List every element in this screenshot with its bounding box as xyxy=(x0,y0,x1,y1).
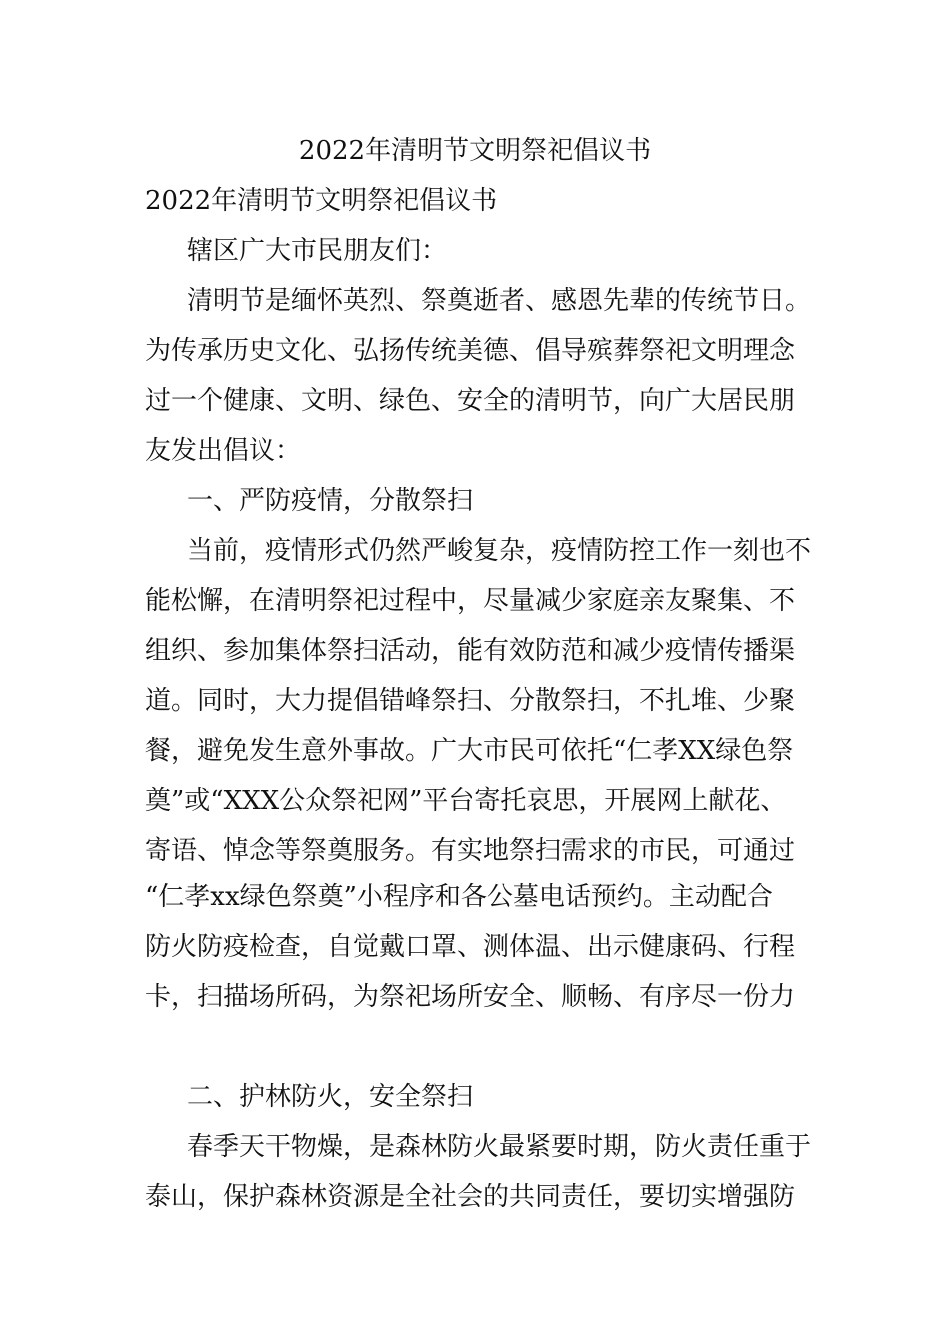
paragraph-line: 过一个健康、文明、绿色、安全的清明节，向广大居民朋 xyxy=(145,386,796,416)
document-subtitle: 2022年清明节文明祭祀倡议书 xyxy=(145,186,498,216)
section-heading: 二、护林防火，安全祭扫 xyxy=(187,1082,474,1112)
document-title: 2022年清明节文明祭祀倡议书 xyxy=(298,136,652,166)
paragraph-line: 寄语、悼念等祭奠服务。有实地祭扫需求的市民，可通过 xyxy=(145,836,796,866)
paragraph-line: 组织、参加集体祭扫活动，能有效防范和减少疫情传播渠 xyxy=(145,636,796,666)
paragraph-line: 卡，扫描场所码，为祭祀场所安全、顺畅、有序尽一份力 xyxy=(145,982,796,1012)
paragraph-line: 泰山，保护森林资源是全社会的共同责任，要切实增强防 xyxy=(145,1182,796,1212)
section-heading: 一、严防疫情，分散祭扫 xyxy=(187,486,474,516)
paragraph-line: 当前，疫情形式仍然严峻复杂，疫情防控工作一刻也不 xyxy=(187,536,812,566)
paragraph-line: 为传承历史文化、弘扬传统美德、倡导殡葬祭祀文明理念 xyxy=(145,336,796,366)
paragraph-line: 道。同时，大力提倡错峰祭扫、分散祭扫，不扎堆、少聚 xyxy=(145,686,796,716)
paragraph-line: 餐，避免发生意外事故。广大市民可依托“仁孝XX绿色祭 xyxy=(145,736,794,766)
paragraph-line: “仁孝xx绿色祭奠”小程序和各公墓电话预约。主动配合 xyxy=(145,882,773,912)
paragraph-line: 春季天干物燥，是森林防火最紧要时期，防火责任重于 xyxy=(187,1132,812,1162)
paragraph-line: 防火防疫检查，自觉戴口罩、测体温、出示健康码、行程 xyxy=(145,932,796,962)
paragraph-line: 清明节是缅怀英烈、祭奠逝者、感恩先辈的传统节日。 xyxy=(187,286,812,316)
paragraph-line: 奠”或“XXX公众祭祀网”平台寄托哀思，开展网上献花、 xyxy=(145,786,787,816)
paragraph-line: 能松懈，在清明祭祀过程中，尽量减少家庭亲友聚集、不 xyxy=(145,586,796,616)
paragraph-line: 友发出倡议： xyxy=(145,436,302,466)
salutation: 辖区广大市民朋友们： xyxy=(187,236,448,266)
